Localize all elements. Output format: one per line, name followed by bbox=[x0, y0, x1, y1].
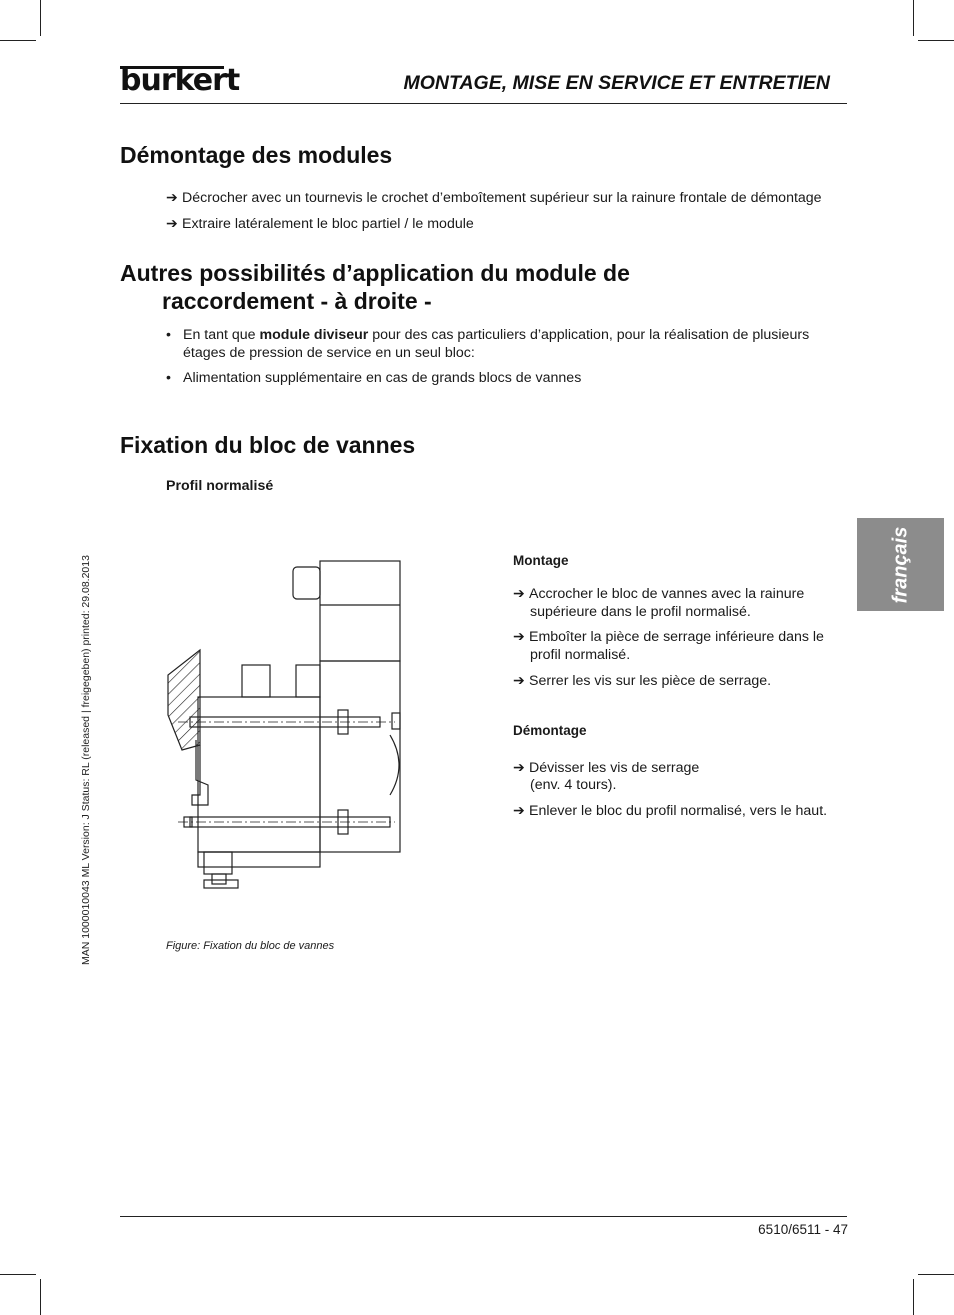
montage-title: Montage bbox=[513, 553, 569, 568]
montage-item-text: Accrocher le bloc de vannes avec la rainure bbox=[529, 586, 805, 602]
section-heading-autres-possibilites-line2: raccordement - à droite - bbox=[162, 288, 432, 314]
section-heading-fixation: Fixation du bloc de vannes bbox=[120, 432, 416, 458]
montage-item bbox=[513, 628, 824, 646]
header-title: MONTAGE, MISE EN SERVICE ET ENTRETIEN bbox=[403, 72, 830, 94]
valve-block-mounting-drawing bbox=[160, 555, 405, 895]
crop-mark bbox=[0, 1274, 36, 1275]
demontage-item bbox=[513, 759, 699, 777]
demontage-item-continuation: (env. 4 tours). bbox=[530, 777, 617, 793]
list-item-text: Extraire latéralement le bloc partiel / le module bbox=[182, 216, 474, 232]
arrow-icon: ➔ bbox=[166, 216, 178, 232]
arrow-icon: ➔ bbox=[513, 586, 525, 602]
arrow-icon: ➔ bbox=[513, 760, 525, 776]
bullet-text: En tant que bbox=[183, 327, 260, 343]
crop-mark bbox=[40, 1279, 41, 1315]
crop-mark bbox=[913, 1279, 914, 1315]
section-heading-autres-possibilites: Autres possibilités d’application du module de bbox=[120, 260, 630, 286]
montage-item-continuation: profil normalisé. bbox=[530, 647, 631, 663]
montage-item bbox=[513, 672, 771, 690]
section-heading-demontage-modules: Démontage des modules bbox=[120, 142, 393, 168]
header-divider bbox=[120, 103, 847, 104]
demontage-item-text: Enlever le bloc du profil normalisé, vers le haut. bbox=[529, 803, 828, 819]
demontage-item bbox=[513, 802, 827, 820]
arrow-icon: ➔ bbox=[513, 803, 525, 819]
list-item-text: Décrocher avec un tournevis le crochet d’emboîtement supérieur sur la rainure frontale de démontage bbox=[182, 190, 822, 206]
document-version-info: MAN 1000010043 ML Version: J Status: RL (released | freigegeben) printed: 29.08.2013 bbox=[80, 555, 92, 965]
language-tab bbox=[857, 518, 944, 611]
bullet-item-continuation: étages de pression de service en un seul bloc: bbox=[183, 345, 475, 361]
arrow-icon: ➔ bbox=[513, 673, 525, 689]
montage-item bbox=[513, 585, 804, 603]
brand-logo: burkert bbox=[120, 63, 240, 98]
figure-caption: Figure: Fixation du bloc de vannes bbox=[166, 940, 335, 952]
crop-mark bbox=[0, 40, 36, 41]
language-tab-label: français bbox=[889, 526, 911, 603]
bullet-item bbox=[166, 369, 581, 387]
montage-item-text: Emboîter la pièce de serrage inférieure dans le bbox=[529, 629, 824, 645]
crop-mark bbox=[40, 0, 41, 36]
demontage-item-text: Dévisser les vis de serrage bbox=[529, 760, 700, 776]
bullet-icon: • bbox=[166, 327, 171, 343]
arrow-icon: ➔ bbox=[166, 190, 178, 206]
arrow-icon: ➔ bbox=[513, 629, 525, 645]
montage-item-continuation: supérieure dans le profil normalisé. bbox=[530, 604, 751, 620]
subheading-profil: Profil normalisé bbox=[166, 478, 274, 494]
bullet-item bbox=[166, 326, 809, 344]
bullet-icon: • bbox=[166, 370, 171, 386]
bullet-text: Alimentation supplémentaire en cas de grands blocs de vannes bbox=[183, 370, 582, 386]
list-item bbox=[166, 189, 822, 207]
crop-mark bbox=[918, 1274, 954, 1275]
montage-item-text: Serrer les vis sur les pièce de serrage. bbox=[529, 673, 772, 689]
demontage-title: Démontage bbox=[513, 723, 587, 738]
page-number: 6510/6511 - 47 bbox=[758, 1222, 848, 1237]
bullet-bold-text: module diviseur bbox=[259, 327, 369, 343]
list-item bbox=[166, 215, 474, 233]
crop-mark bbox=[918, 40, 954, 41]
crop-mark bbox=[913, 0, 914, 36]
footer-divider bbox=[120, 1216, 847, 1217]
bullet-text: pour des cas particuliers d’application, pour la réalisation de plusieurs bbox=[368, 327, 810, 343]
